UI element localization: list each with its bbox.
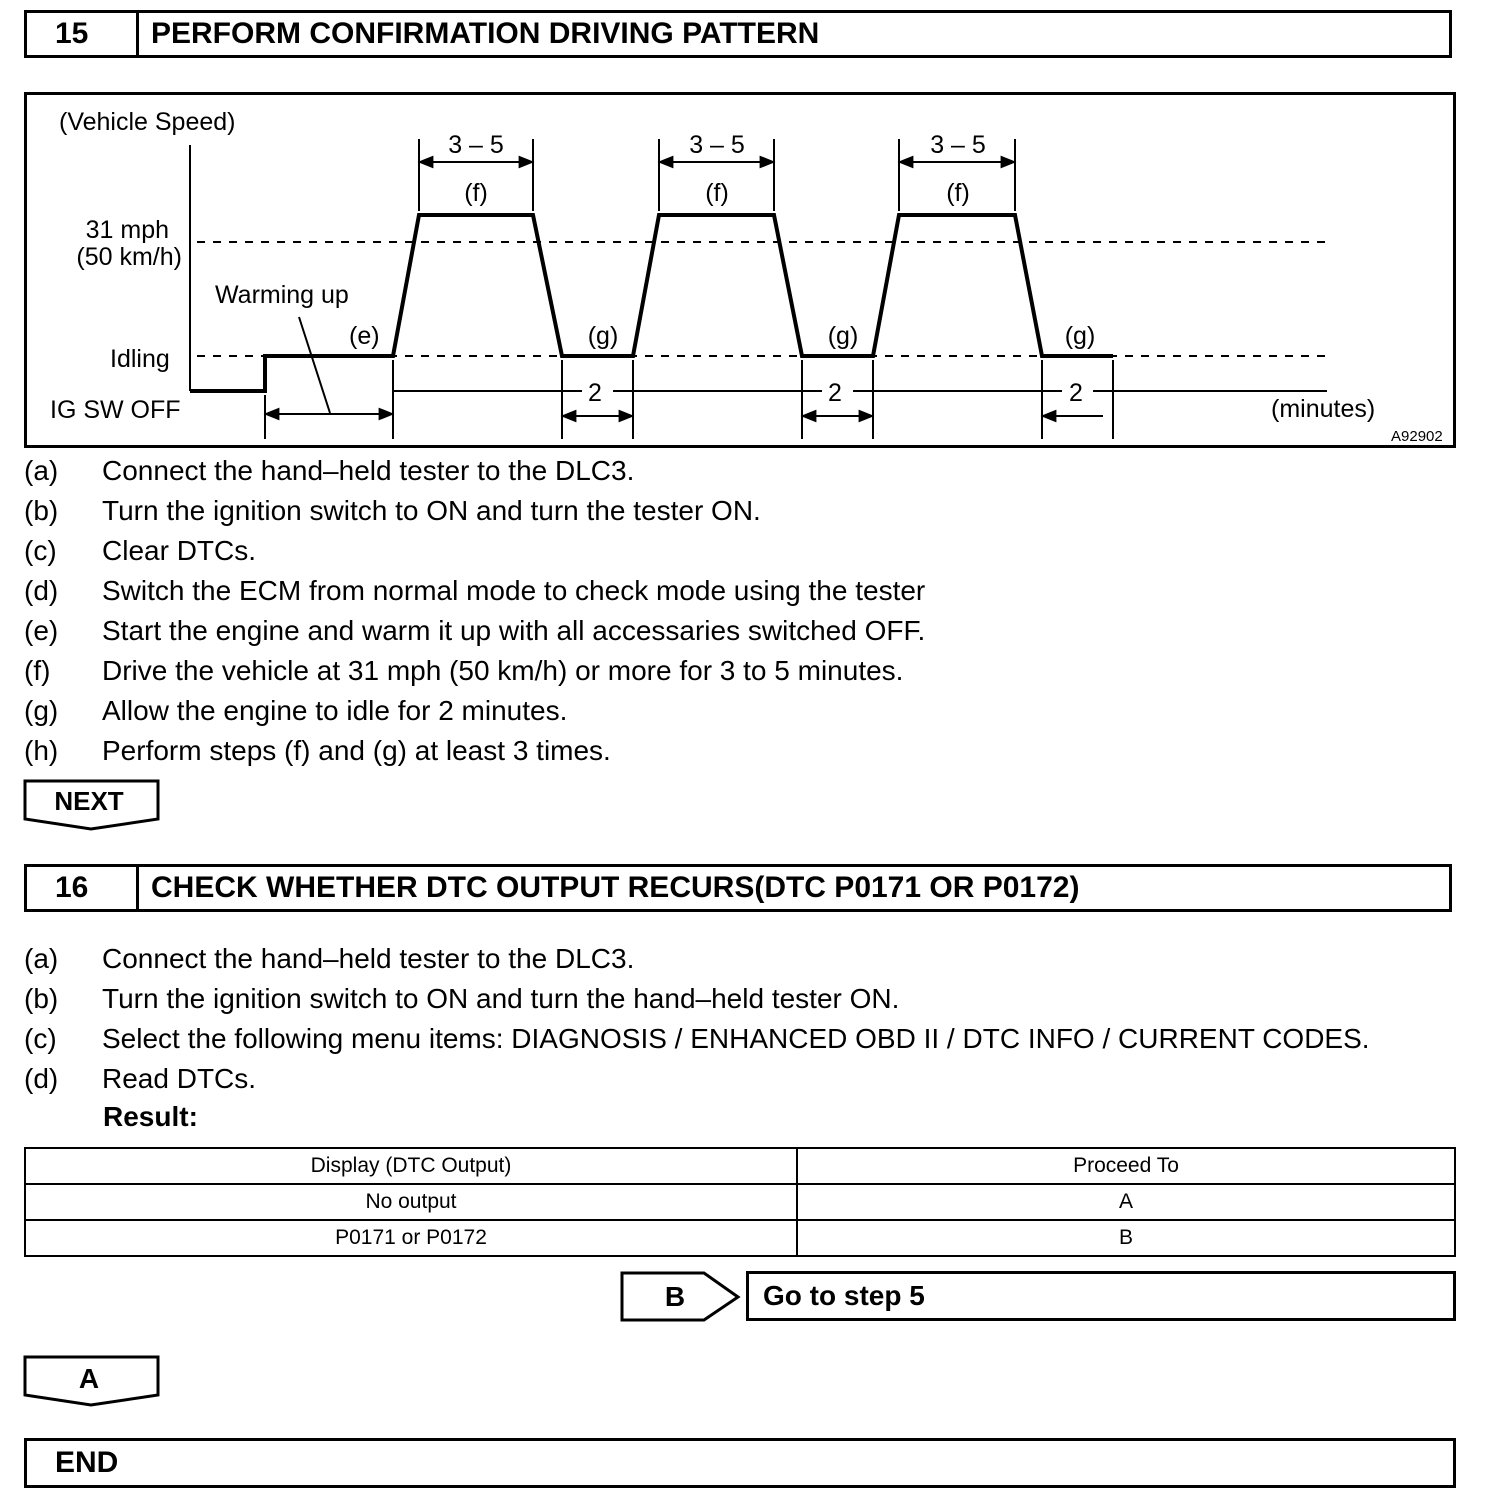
speed-label-mph: 31 mph — [85, 216, 169, 244]
table-cell: No output — [25, 1184, 797, 1220]
list-item: (g) Allow the engine to idle for 2 minutes. — [24, 695, 568, 726]
list-item: (c) Clear DTCs. — [24, 535, 257, 566]
step-number: 15 — [27, 13, 139, 55]
next-button-label: NEXT — [54, 786, 124, 816]
g-duration-label: 2 — [828, 379, 842, 407]
step-15-header — [24, 10, 1452, 58]
speed-label-kmh: (50 km/h) — [76, 243, 182, 271]
g-label: (g) — [1064, 322, 1096, 350]
e-label: (e) — [349, 322, 380, 350]
g-duration-label: 2 — [1069, 379, 1083, 407]
interval-ticks — [265, 139, 1113, 439]
f-duration-label: 3 – 5 — [448, 131, 504, 159]
f-duration-label: 3 – 5 — [930, 131, 986, 159]
list-item: (a) Connect the hand–held tester to the DLC3. — [24, 455, 635, 486]
result-table — [24, 1147, 1456, 1257]
dimension-arrows — [265, 162, 1103, 416]
table-cell: A — [797, 1184, 1455, 1220]
branch-b-action: Go to step 5 — [746, 1271, 1456, 1321]
branch-a-label: A — [78, 1363, 100, 1394]
step-title: CHECK WHETHER DTC OUTPUT RECURS(DTC P0171 OR P0172) — [151, 871, 1080, 904]
table-cell: B — [797, 1220, 1455, 1256]
list-item: (f) Drive the vehicle at 31 mph (50 km/h) or more for 3 to 5 minutes. — [24, 655, 904, 686]
list-item: (h) Perform steps (f) and (g) at least 3 times. — [24, 735, 611, 766]
step-16-instructions — [24, 939, 1370, 1099]
result-label: Result: — [103, 1101, 198, 1132]
idling-label: Idling — [110, 345, 170, 373]
step-title: PERFORM CONFIRMATION DRIVING PATTERN — [151, 17, 820, 50]
figure-code: A92902 — [1391, 428, 1443, 445]
warming-up-label: Warming up — [215, 281, 349, 309]
next-button[interactable] — [23, 779, 161, 831]
g-duration-label: 2 — [588, 379, 602, 407]
end-box: END — [24, 1438, 1456, 1488]
g-label: (g) — [587, 322, 619, 350]
branch-b-label: B — [664, 1281, 686, 1312]
table-row — [25, 1184, 1455, 1220]
list-item: (a) Connect the hand–held tester to the DLC3. — [24, 943, 635, 974]
ig-sw-off-label: IG SW OFF — [50, 396, 181, 424]
list-item: (e) Start the engine and warm it up with all accessaries switched OFF. — [24, 615, 926, 646]
column-header-display: Display (DTC Output) — [25, 1148, 797, 1184]
branch-a-button[interactable] — [23, 1355, 161, 1407]
driving-pattern-diagram — [24, 92, 1456, 448]
list-item: (b) Turn the ignition switch to ON and turn the hand–held tester ON. — [24, 983, 900, 1014]
f-label: (f) — [946, 179, 970, 207]
step-15-instructions — [24, 451, 925, 771]
list-item: (d) Read DTCs. — [24, 1063, 257, 1094]
step-number: 16 — [27, 867, 139, 909]
x-unit-label: (minutes) — [1271, 395, 1376, 423]
step-16-header — [24, 864, 1452, 912]
list-item: (b) Turn the ignition switch to ON and turn the tester ON. — [24, 495, 761, 526]
table-cell: P0171 or P0172 — [25, 1220, 797, 1256]
y-axis-label: (Vehicle Speed) — [59, 108, 236, 136]
list-item: (d) Switch the ECM from normal mode to check mode using the tester — [24, 575, 926, 606]
column-header-proceed: Proceed To — [797, 1148, 1455, 1184]
g-label: (g) — [827, 322, 859, 350]
list-item: (c) Select the following menu items: DIAGNOSIS / ENHANCED OBD II / DTC INFO / CURRENT CODES. — [24, 1023, 1370, 1054]
f-duration-label: 3 – 5 — [689, 131, 745, 159]
table-header-row — [25, 1148, 1455, 1184]
f-label: (f) — [464, 179, 488, 207]
f-label: (f) — [705, 179, 729, 207]
driving-pattern-figure — [27, 95, 1459, 451]
table-row — [25, 1220, 1455, 1256]
branch-b-button[interactable] — [620, 1271, 742, 1323]
